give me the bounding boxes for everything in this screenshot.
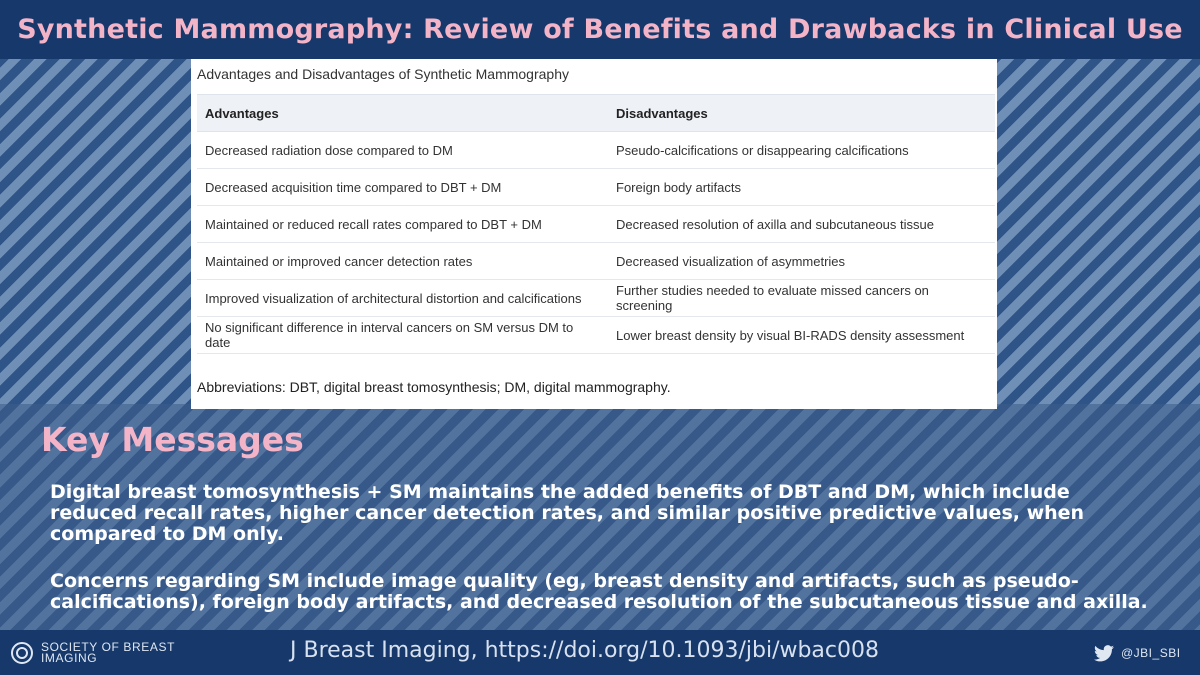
org-name	[41, 642, 175, 664]
table-row	[197, 243, 995, 280]
table-card	[191, 59, 997, 409]
disadvantage-cell: Foreign body artifacts	[608, 169, 995, 206]
key-message-1: Digital breast tomosynthesis + SM maintains the added benefits of DBT and DM, which include reduced recall rates, higher cancer detection rates, and similar positive predictive values, when compared to DM only.	[50, 481, 1085, 545]
footer-bar	[0, 630, 1200, 675]
key-messages-title: Key Messages	[41, 420, 304, 459]
advantage-cell: Maintained or improved cancer detection rates	[197, 243, 608, 280]
org-name-line-2: IMAGING	[41, 651, 98, 665]
table-abbreviations: Abbreviations: DBT, digital breast tomosynthesis; DM, digital mammography.	[197, 379, 671, 395]
org-name-line-1: SOCIETY OF BREAST	[41, 640, 176, 654]
citation-link[interactable]: J Breast Imaging, https://doi.org/10.1093/jbi/wbac008	[290, 638, 880, 663]
disadvantage-cell: Pseudo-calcifications or disappearing calcifications	[608, 132, 995, 169]
disadvantage-cell: Lower breast density by visual BI-RADS density assessment	[608, 317, 995, 354]
advantage-cell: Decreased acquisition time compared to DBT + DM	[197, 169, 608, 206]
sbi-logo-icon	[11, 642, 33, 664]
advantage-cell: Decreased radiation dose compared to DM	[197, 132, 608, 169]
table-caption: Advantages and Disadvantages of Synthetic Mammography	[197, 66, 569, 82]
twitter-handle[interactable]: @JBI_SBI	[1121, 646, 1181, 660]
header-disadvantages: Disadvantages	[608, 95, 995, 132]
header-bar	[0, 0, 1200, 59]
disadvantage-cell: Further studies needed to evaluate missed cancers on screening	[608, 280, 995, 317]
table-row	[197, 317, 995, 354]
advantage-cell: Improved visualization of architectural distortion and calcifications	[197, 280, 608, 317]
twitter-bird-icon[interactable]	[1094, 645, 1114, 662]
page-title: Synthetic Mammography: Review of Benefits and Drawbacks in Clinical Use	[17, 14, 1183, 45]
table-row	[197, 169, 995, 206]
disadvantage-cell: Decreased resolution of axilla and subcutaneous tissue	[608, 206, 995, 243]
header-advantages: Advantages	[197, 95, 608, 132]
advantages-table	[197, 94, 995, 354]
table-row	[197, 280, 995, 317]
key-message-2: Concerns regarding SM include image quality (eg, breast density and artifacts, such as pseudo-calcifications), foreign body artifacts, and decreased resolution of the subcutaneous tissue and axilla.	[50, 570, 1148, 613]
table-header-row	[197, 95, 995, 132]
table-row	[197, 206, 995, 243]
advantage-cell: Maintained or reduced recall rates compared to DBT + DM	[197, 206, 608, 243]
advantage-cell: No significant difference in interval cancers on SM versus DM to date	[197, 317, 608, 354]
disadvantage-cell: Decreased visualization of asymmetries	[608, 243, 995, 280]
table-row	[197, 132, 995, 169]
